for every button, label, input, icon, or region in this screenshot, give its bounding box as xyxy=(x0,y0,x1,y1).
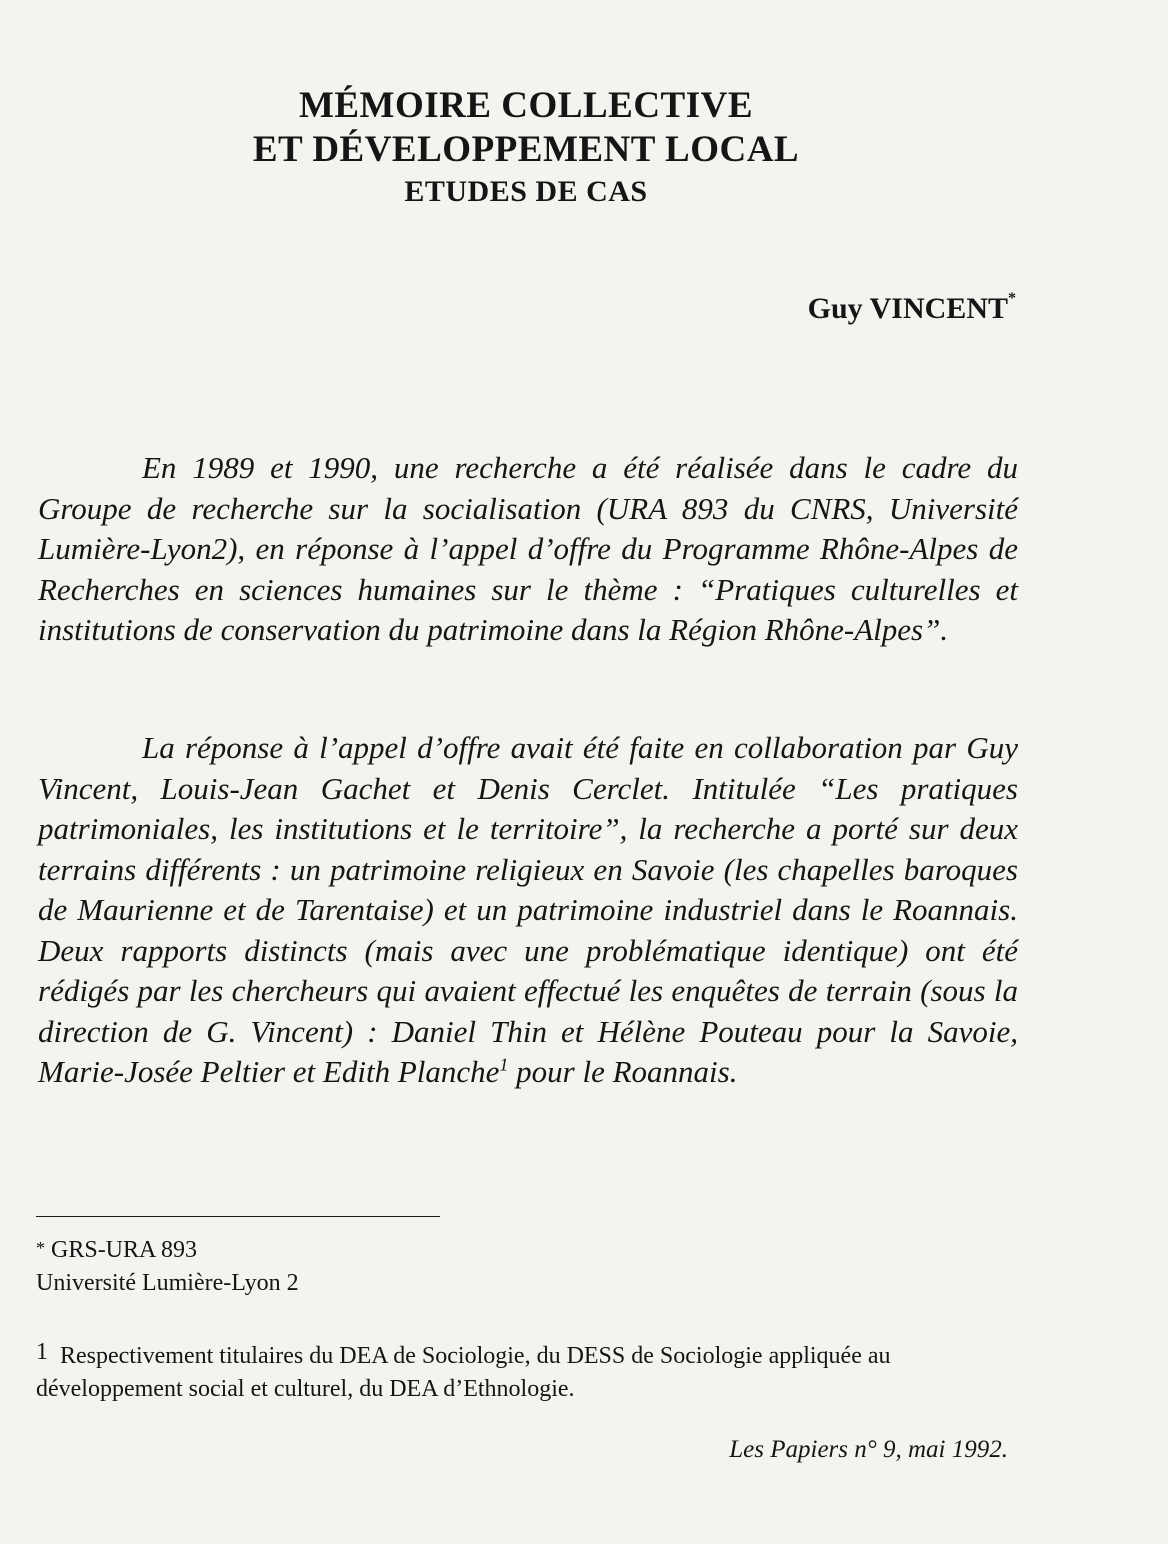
footnote-1 xyxy=(36,1340,1016,1406)
author-footnote-marker: * xyxy=(1008,290,1016,307)
paragraph-2 xyxy=(38,728,1018,1093)
paragraph-2-end: pour le Roannais. xyxy=(508,1054,738,1089)
title-line-1: MÉMOIRE COLLECTIVE xyxy=(298,85,754,126)
publication-citation: Les Papiers n° 9, mai 1992. xyxy=(729,1436,1008,1463)
title-block xyxy=(0,84,1052,212)
author xyxy=(808,292,1016,326)
title-line-2: ET DÉVELOPPEMENT LOCAL xyxy=(252,129,800,170)
paragraph-1: En 1989 et 1990, une recherche a été réalisée dans le cadre du Groupe de recherche sur la socialisation (URA 893 du CNRS, Université Lumière-Lyon2), en réponse à l’appel d’offre du Programme Rhône-Alpes de Recherches en sciences humaines sur le thème : “Pratiques culturelles et institutions de conservation du patrimoine dans la Région Rhône-Alpes”. xyxy=(38,450,1018,647)
affiliation-line-1: GRS-URA 893 xyxy=(51,1237,198,1263)
paragraph-2-main: La réponse à l’appel d’offre avait été faite en collaboration par Guy Vincent, Louis-Jean Gachet et Denis Cerclet. Intitulée “Les pratiques patrimoniales, les institutions et le territoire”, la recherche a porté sur deux terrains différents : un patrimoine religieux en Savoie (les chapelles baroques de Maurienne et de Tarentaise) et un patrimoine industriel dans le Roannais. Deux rapports distincts (mais avec une problématique identique) ont été rédigés par les chercheurs qui avaient effectué les enquêtes de terrain (sous la direction de G. Vincent) : Daniel Thin et Hélène Pouteau pour la Savoie, Marie-Josée Peltier et Edith Planche xyxy=(38,730,1018,1089)
footnote-author-affiliation xyxy=(36,1234,299,1300)
author-name: Guy VINCENT xyxy=(807,292,1008,325)
subtitle: ETUDES DE CAS xyxy=(404,175,648,208)
footnote-star-marker: * xyxy=(36,1238,45,1258)
footnote-separator xyxy=(36,1216,440,1217)
footnote-1-number: 1 xyxy=(36,1339,48,1365)
affiliation-line-2: Université Lumière-Lyon 2 xyxy=(36,1270,299,1296)
footnote-ref-1: 1 xyxy=(499,1054,509,1075)
footnote-1-text: Respectivement titulaires du DEA de Sociologie, du DESS de Sociologie appliquée au développement social et culturel, du DEA d’Ethnologie. xyxy=(36,1343,891,1402)
